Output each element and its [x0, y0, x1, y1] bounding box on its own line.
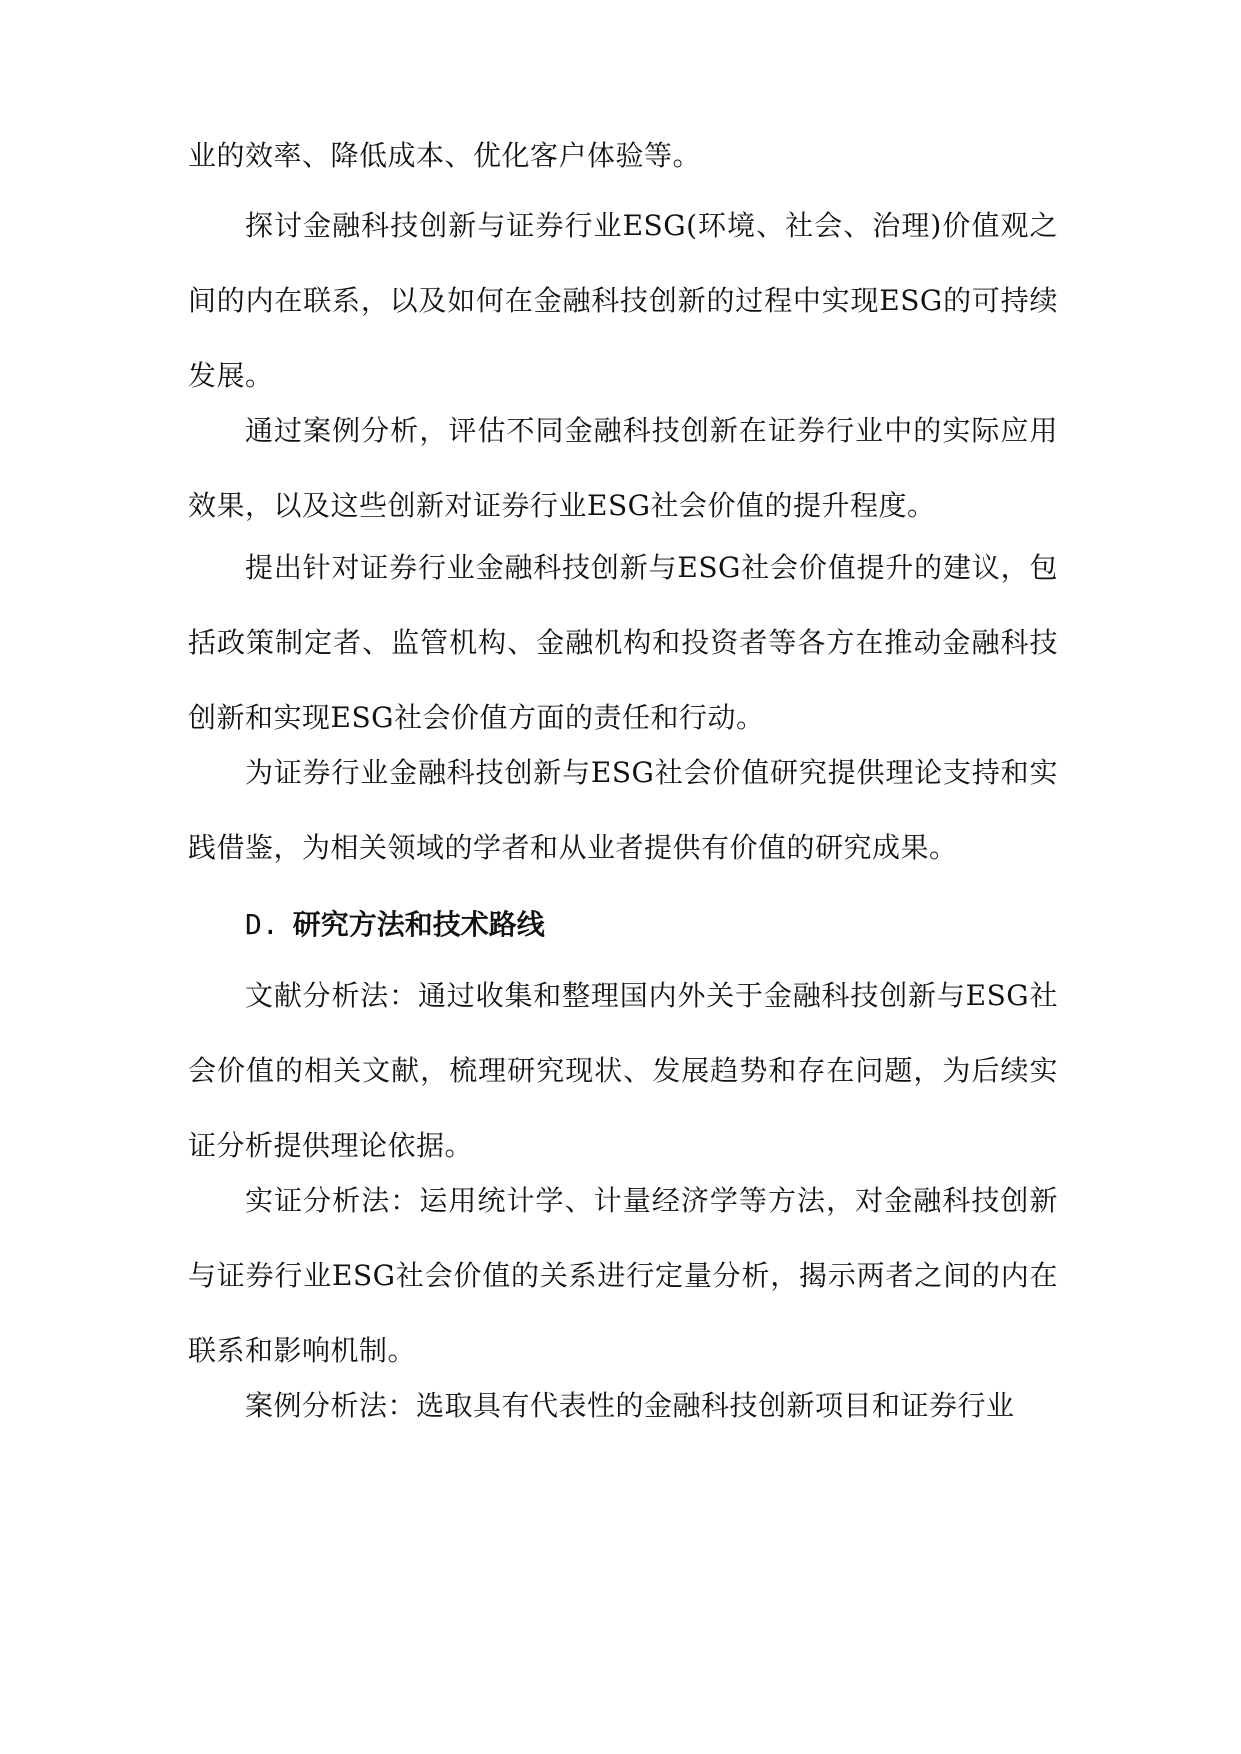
section-title: 研究方法和技术路线 — [292, 908, 545, 941]
paragraph-empirical-method: 实证分析法：运用统计学、计量经济学等方法，对金融科技创新与证券行业ESG社会价值的关系进行定量分析，揭示两者之间的内在联系和影响机制。 — [188, 1184, 1058, 1367]
paragraph-case-evaluation: 通过案例分析，评估不同金融科技创新在证券行业中的实际应用效果，以及这些创新对证券行业ESG社会价值的提升程度。 — [188, 414, 1058, 522]
paragraph-case-method: 案例分析法：选取具有代表性的金融科技创新项目和证券行业 — [245, 1389, 1015, 1422]
section-number: D. — [245, 908, 279, 941]
paragraph-esg-link: 探讨金融科技创新与证券行业ESG(环境、社会、治理)价值观之间的内在联系，以及如何在金融科技创新的过程中实现ESG的可持续发展。 — [188, 209, 1058, 392]
section-heading — [245, 905, 1045, 945]
paragraph-research-contribution: 为证券行业金融科技创新与ESG社会价值研究提供理论支持和实践借鉴，为相关领域的学者和从业者提供有价值的研究成果。 — [188, 756, 1058, 864]
paragraph-recommendations: 提出针对证券行业金融科技创新与ESG社会价值提升的建议，包括政策制定者、监管机构、金融机构和投资者等各方在推动金融科技创新和实现ESG社会价值方面的责任和行动。 — [188, 551, 1058, 734]
paragraph-literature-method: 文献分析法：通过收集和整理国内外关于金融科技创新与ESG社会价值的相关文献，梳理研究现状、发展趋势和存在问题，为后续实证分析提供理论依据。 — [188, 979, 1058, 1162]
paragraph-continuation: 业的效率、降低成本、优化客户体验等。 — [188, 139, 702, 172]
